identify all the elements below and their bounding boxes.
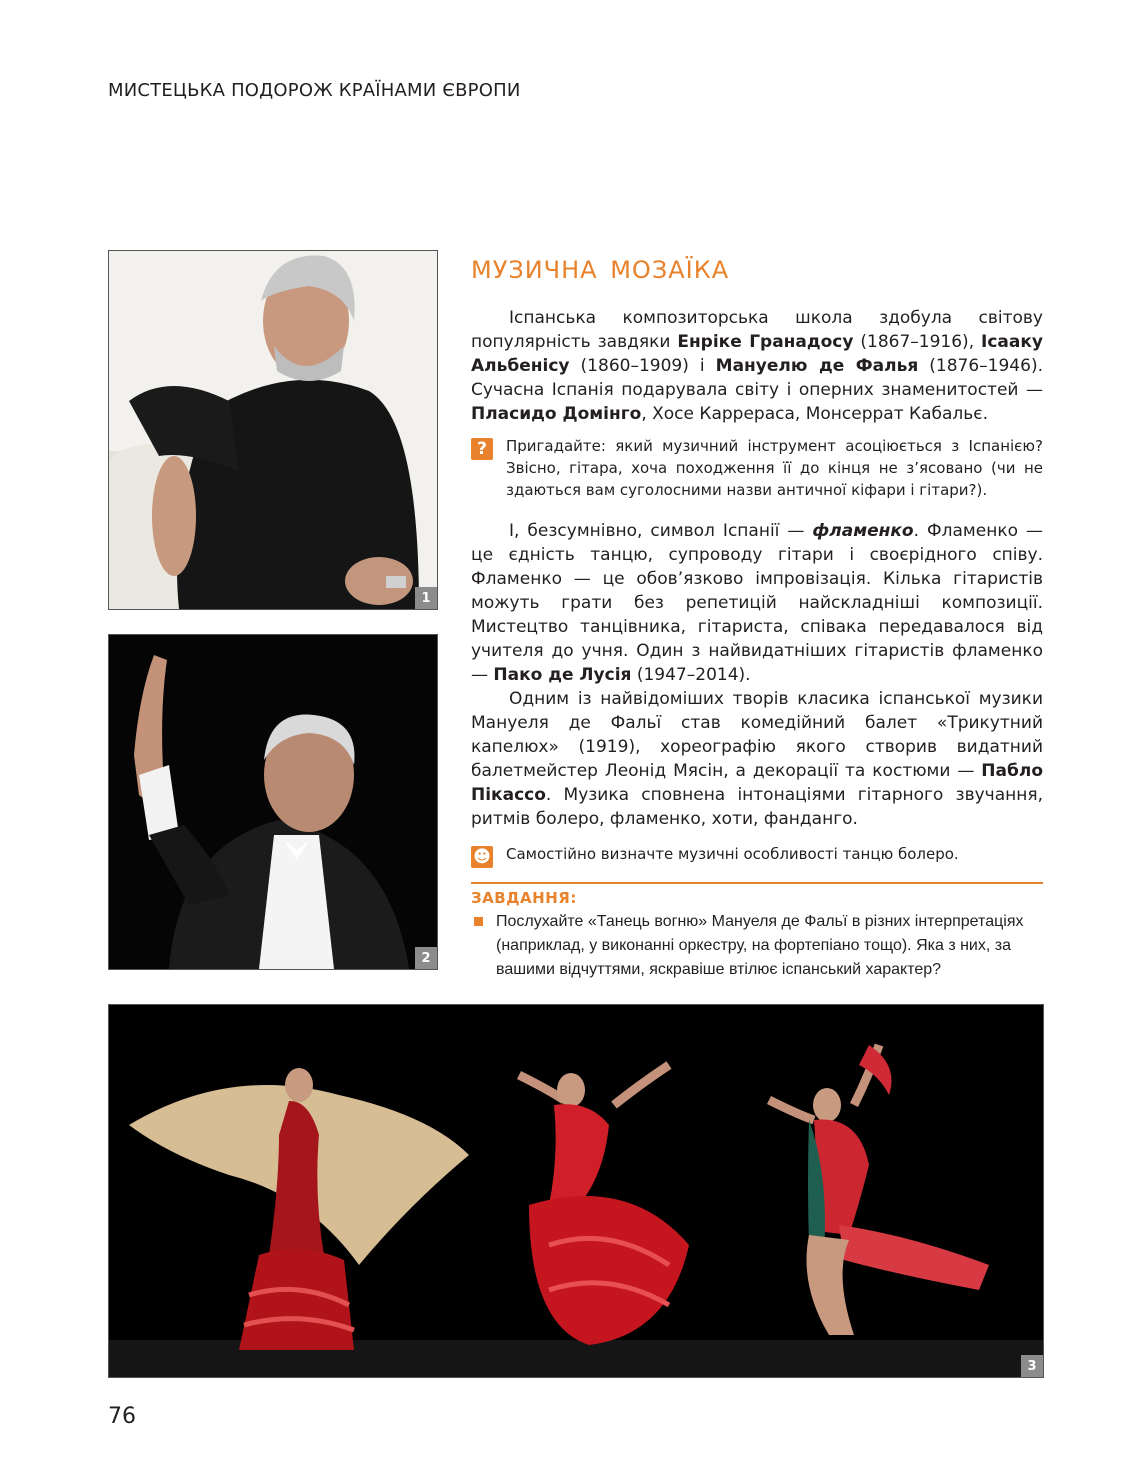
dancers-illustration: [109, 1005, 1043, 1377]
text-run: . Музика сповнена інтонаціями гітарного звучання, ритмів болеро, фламенко, хоти, фанданго.: [471, 785, 1043, 829]
text-run: (1867–1916),: [853, 332, 982, 352]
running-header: МИСТЕЦЬКА ПОДОРОЖ КРАЇНАМИ ЄВРОПИ: [108, 80, 521, 101]
portrait-illustration: [109, 635, 437, 969]
text-run: (1947–2014).: [631, 665, 751, 685]
text-run: . Фламенко — це єдність танцю, супроводу гітари і своєрідного співу. Фламенко — це обов’язково імпровізація. Кілька гітаристів можуть грати без репетицій найскладніші композиції. Мистецтво танцівника, гітариста, співака передавалося від учителя до учня. Один з найвидатніших гітаристів фламенко —: [471, 521, 1043, 685]
section-title: МУЗИЧНА МОЗАЇКА: [471, 256, 730, 284]
text-run: , Хосе Каррераса, Монсеррат Кабальє.: [641, 404, 989, 424]
task-title: ЗАВДАННЯ:: [471, 889, 577, 907]
note-remember: [471, 435, 1043, 501]
bold-name: Пласидо Домінго: [471, 404, 642, 424]
text-run: Іспанська композиторська школа здобула світову популярність завдяки: [471, 308, 1043, 352]
note-text: Пригадайте: який музичний інструмент асоціюється з Іспанією? Звісно, гітара, хоча походження її до кінця не з’ясовано (чи не здаються вам суголосними назви античної кіфари і гітари?).: [506, 437, 1043, 499]
bold-name: Ісааку Альбенісу: [471, 332, 1043, 376]
text-run: Одним із найвідоміших творів класика іспанської музики Мануеля де Фальї став комедійний балет «Трикутний капелюх» (1919), хореографію якого створив видатний балетмейстер Леонід Мясін, а декорації та костюми —: [471, 689, 1043, 781]
photo-number: 3: [1021, 1355, 1043, 1377]
task-item: [471, 910, 1043, 982]
photo-jose-carreras: [108, 634, 438, 970]
paragraph-ballet: [471, 687, 1043, 831]
task-divider: [471, 882, 1043, 884]
paragraph-composers: [471, 306, 1043, 426]
bold-italic-term: фламенко: [812, 521, 914, 541]
bold-name: Мануелю де Фалья: [715, 356, 919, 376]
note-self-study: [471, 843, 1043, 868]
portrait-illustration: [109, 251, 437, 609]
question-icon: ?: [471, 438, 493, 460]
square-bullet-icon: [474, 917, 483, 926]
photo-flamenco-dancers: [108, 1004, 1044, 1378]
text-run: І, безсумнівно, символ Іспанії —: [509, 521, 813, 541]
task-text: Послухайте «Танець вогню» Мануеля де Фальї в різних інтерпретаціях (наприклад, у виконанні оркестру, на фортепіано тощо). Яка з них, за вашими відчуттями, яскравіше втілює іспанський характер?: [496, 913, 1024, 978]
text-run: (1876–1946). Сучасна Іспанія подарувала світу і оперних знаменитостей —: [471, 356, 1043, 400]
smiley-icon: ☻: [471, 846, 493, 868]
page-number: 76: [108, 1404, 136, 1429]
bold-name: Енріке Гранадосу: [677, 332, 854, 352]
photo-number: 1: [415, 587, 437, 609]
text-run: (1860–1909) і: [569, 356, 716, 376]
bold-name: Пабло Пікассо: [471, 761, 1043, 805]
photo-placido-domingo: [108, 250, 438, 610]
bold-name: Пако де Лусія: [493, 665, 632, 685]
photo-number: 2: [415, 947, 437, 969]
paragraph-flamenco: [471, 519, 1043, 687]
note-text: Самостійно визначте музичні особливості танцю болеро.: [506, 845, 959, 863]
